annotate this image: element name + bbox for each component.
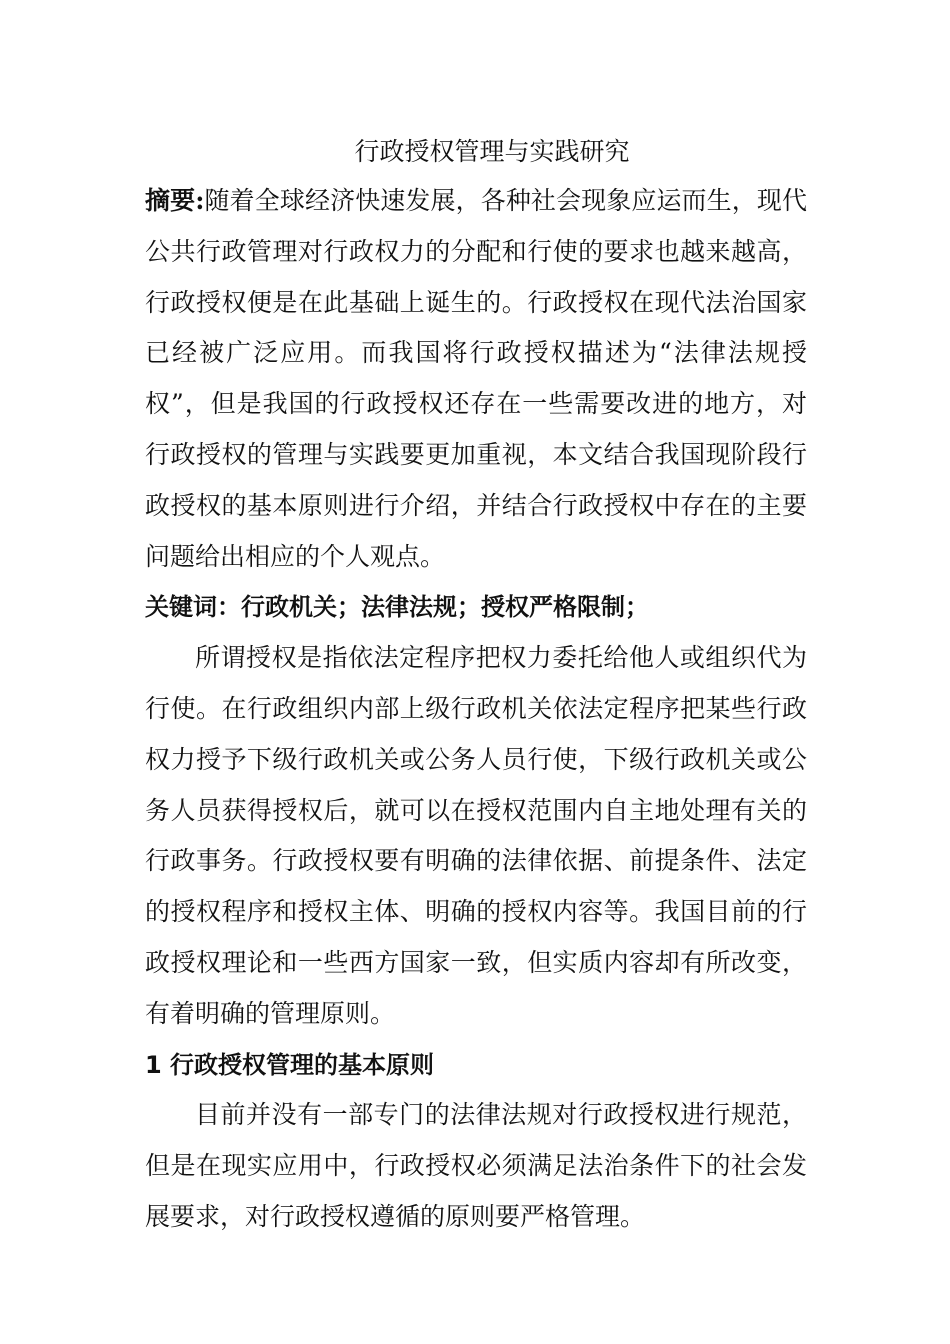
- abstract-label: 摘要: [145, 186, 196, 215]
- section-1-paragraph: 目前并没有一部专门的法律法规对行政授权进行规范，但是在现实应用中，行政授权必须满足法治条件下的社会发展要求，对行政授权遵循的原则要严格管理。: [145, 1100, 807, 1231]
- section-heading-1: 1 行政授权管理的基本原则: [145, 1050, 435, 1079]
- abstract-text: 随着全球经济快速发展，各种社会现象应运而生，现代公共行政管理对行政权力的分配和行使的要求也越来越高，行政授权便是在此基础上诞生的。行政授权在现代法治国家已经被广泛应用。而我国将行政授权描述为“法律法规授权”，但是我国的行政授权还存在一些需要改进的地方，对行政授权的管理与实践要更加重视，本文结合我国现阶段行政授权的基本原则进行介绍，并结合行政授权中存在的主要问题给出相应的个人观点。: [145, 186, 807, 571]
- abstract-colon: :: [195, 186, 205, 215]
- keywords-line: 关键词：行政机关；法律法规；授权严格限制；: [145, 593, 649, 622]
- document-body: [145, 130, 807, 1243]
- abstract-paragraph: [145, 176, 807, 582]
- paper-title: 行政授权管理与实践研究: [354, 137, 630, 166]
- intro-paragraph: 所谓授权是指依法定程序把权力委托给他人或组织代为行使。在行政组织内部上级行政机关依法定程序把某些行政权力授予下级行政机关或公务人员行使，下级行政机关或公务人员获得授权后，就可以在授权范围内自主地处理有关的行政事务。行政授权要有明确的法律依据、前提条件、法定的授权程序和授权主体、明确的授权内容等。我国目前的行政授权理论和一些西方国家一致，但实质内容却有所改变，有着明确的管理原则。: [145, 643, 807, 1028]
